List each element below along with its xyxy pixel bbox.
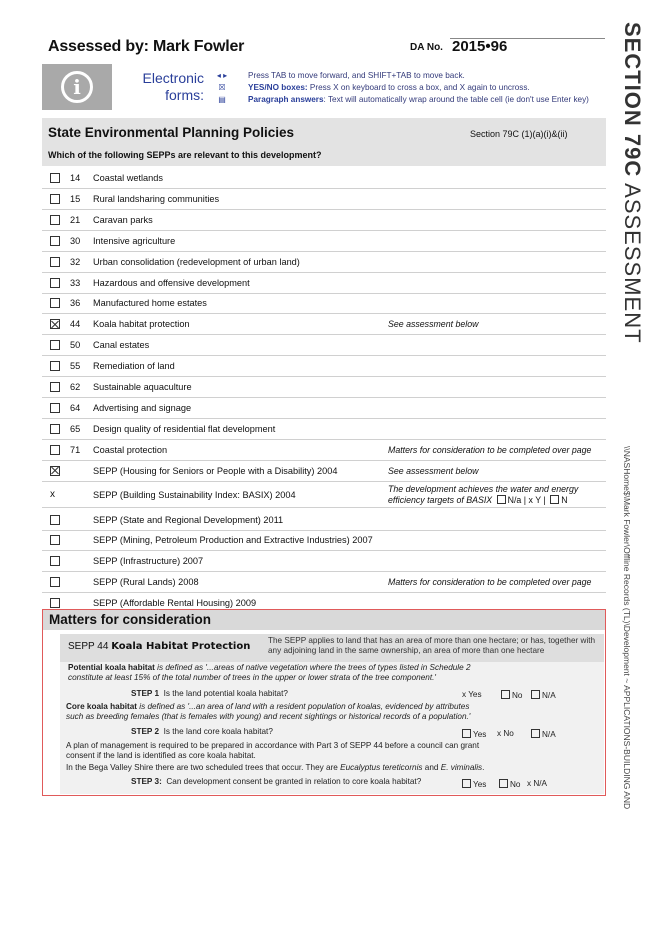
sepp-row-name: SEPP (Infrastructure) 2007	[93, 556, 204, 567]
sepp-row	[42, 252, 606, 273]
sepp-row	[42, 314, 606, 335]
sepp-row-checkbox[interactable]	[50, 515, 60, 525]
sepp-row	[42, 419, 606, 440]
sepp-row-number: 71	[70, 444, 81, 455]
sepp-row	[42, 482, 606, 508]
sepp-row-checkbox[interactable]	[50, 445, 60, 455]
sepp-row-name: Advertising and signage	[93, 402, 192, 413]
sepp-row-name: Urban consolidation (redevelopment of urban land)	[93, 256, 300, 267]
sepp-section-ref: Section 79C (1)(a)(i)&(ii)	[470, 129, 568, 139]
sepp-row-checkbox[interactable]	[50, 278, 60, 288]
step3: STEP 3: Can development consent be granted in relation to core koala habitat?	[131, 777, 422, 786]
sepp-title: State Environmental Planning Policies	[48, 125, 295, 140]
sepp-row-checkbox[interactable]	[50, 257, 60, 267]
basix-na-checkbox[interactable]	[497, 495, 506, 504]
sepp-row	[42, 510, 606, 531]
step1-na-checkbox[interactable]	[531, 690, 540, 699]
electronic-forms-title	[120, 70, 204, 104]
sepp-row-number: 44	[70, 319, 81, 330]
sepp-row-number: 55	[70, 361, 81, 372]
sepp-row-name: Rural landsharing communities	[93, 193, 220, 204]
sepp-row-name: SEPP (Housing for Seniors or People with a Disability) 2004	[93, 465, 338, 476]
sepp-row-checkbox[interactable]	[50, 340, 60, 350]
sepp-row-number: 21	[70, 214, 81, 225]
ef-title-line2: forms:	[165, 87, 204, 103]
step2-yes[interactable]: Yes	[460, 729, 486, 739]
sepp-row-name: Coastal protection	[93, 444, 168, 455]
basix-note-line2: efficiency targets of BASIX N/a | x Y | N	[388, 494, 568, 505]
step3-no[interactable]: No	[497, 779, 520, 789]
matters-title: Matters for consideration	[49, 612, 212, 627]
da-number-value[interactable]: 2015•96	[452, 38, 508, 55]
sepp-row-number: 32	[70, 256, 81, 267]
ef-title-line1: Electronic	[142, 70, 204, 86]
sepp-row-number: 33	[70, 277, 81, 288]
sepp-row-checkbox[interactable]	[50, 298, 60, 308]
step2-na-checkbox[interactable]	[531, 729, 540, 738]
koala-title: SEPP 44 Koala Habitat Protection	[68, 641, 251, 652]
ef-icons	[216, 70, 228, 106]
sepp-row	[42, 168, 606, 189]
basix-yes[interactable]: x Y	[528, 494, 542, 505]
sepp-row-note: Matters for consideration to be completed over page	[388, 444, 592, 455]
sepp-row-checkbox[interactable]	[50, 403, 60, 413]
basix-note-line1: The development achieves the water and energy	[388, 483, 579, 494]
ef-line3: Paragraph answers: Text will automatically wrap around the table cell (ie don't use Enter key)	[248, 95, 589, 104]
sepp-row-checkbox[interactable]	[50, 173, 60, 183]
basix-n-checkbox[interactable]	[550, 495, 559, 504]
sepp-row-number: 30	[70, 235, 81, 246]
sepp-row-number: 65	[70, 423, 81, 434]
sepp-row-name: SEPP (Affordable Rental Housing) 2009	[93, 598, 257, 609]
sepp-row-name: SEPP (Mining, Petroleum Production and Extractive Industries) 2007	[93, 535, 373, 546]
step1-no-checkbox[interactable]	[501, 690, 510, 699]
sepp-row	[42, 189, 606, 210]
sepp-row-checkbox[interactable]	[50, 319, 60, 329]
sepp-row-name: SEPP (Rural Lands) 2008	[93, 577, 199, 588]
koala-description: The SEPP applies to land that has an area of more than one hectare; or has, together with any adjoining land in the same ownership, an area of more than one hectare	[268, 636, 596, 655]
step2-no[interactable]: x No	[497, 729, 514, 738]
checkbox-icon: ☒	[218, 83, 226, 92]
sepp-row-checkbox[interactable]	[50, 577, 60, 587]
sepp-row-name: Canal estates	[93, 340, 150, 351]
sepp-row-checkbox[interactable]	[50, 556, 60, 566]
step1-no[interactable]: No	[499, 690, 522, 700]
sepp-row-name: Koala habitat protection	[93, 319, 190, 330]
sepp-row	[42, 231, 606, 252]
sepp-row-mark[interactable]: x	[50, 488, 55, 500]
sepp-row-name: Caravan parks	[93, 214, 153, 225]
sepp-row-number: 14	[70, 173, 81, 183]
da-number-label: DA No.	[410, 42, 443, 53]
sepp-row-name: Design quality of residential flat development	[93, 423, 276, 434]
sepp-row-note: See assessment below	[388, 319, 479, 330]
assessed-by: Assessed by: Mark Fowler	[48, 38, 245, 55]
sepp-row-note: See assessment below	[388, 465, 479, 476]
sepp-row-name: Sustainable aquaculture	[93, 382, 192, 392]
file-path-vertical: \\NASHome$\Mark Fowler\Offline Records (TL)\Development ~ APPLICATIONS-BUILDING AND	[622, 446, 632, 810]
sepp-row	[42, 293, 606, 314]
step3-yes-checkbox[interactable]	[462, 779, 471, 788]
info-icon: i	[61, 71, 93, 103]
sepp-row-name: Intensive agriculture	[93, 235, 176, 246]
sepp-row-checkbox[interactable]	[50, 466, 60, 476]
step2-yes-checkbox[interactable]	[462, 729, 471, 738]
ef-line1: Press TAB to move forward, and SHIFT+TAB to move back.	[248, 71, 465, 80]
sepp-row-note: Matters for consideration to be completed over page	[388, 577, 592, 588]
step3-no-checkbox[interactable]	[499, 779, 508, 788]
electronic-forms-instructions	[248, 70, 598, 106]
sepp-row-number: 62	[70, 382, 81, 392]
sepp-row	[42, 461, 606, 482]
sepp-row	[42, 551, 606, 572]
sepp-row-number: 36	[70, 298, 81, 309]
sepp-question: Which of the following SEPPs are relevant to this development?	[48, 150, 322, 160]
sepp-row-number: 15	[70, 193, 81, 204]
section-79c-vertical-title: SECTION 79C ASSESSMENT	[620, 22, 645, 344]
sepp-row-name: Manufactured home estates	[93, 298, 207, 309]
sepp-row-checkbox[interactable]	[50, 535, 60, 545]
sepp-row-checkbox[interactable]	[50, 361, 60, 371]
nav-arrows-icon: ◂ ▸	[216, 71, 228, 80]
sepp-row-checkbox[interactable]	[50, 424, 60, 434]
step1-yes[interactable]: x Yes	[462, 690, 482, 699]
ef-line2: YES/NO boxes: Press X on keyboard to cross a box, and X again to uncross.	[248, 83, 530, 92]
sepp-row-checkbox[interactable]	[50, 215, 60, 225]
step3-yes[interactable]: Yes	[460, 779, 486, 789]
sepp-row-number: 64	[70, 402, 81, 413]
potential-koala-definition: Potential koala habitat is defined as '...areas of native vegetation where the trees of types listed in Schedule 2 constitute at least 15% of the total number of trees in the upper or lower strata of the tree component.'	[68, 663, 471, 682]
sepp-row-name: SEPP (State and Regional Development) 2011	[93, 514, 284, 525]
sepp-row-name: Hazardous and offensive development	[93, 277, 250, 288]
step2-na[interactable]: N/A	[529, 729, 556, 739]
bega-valley-text: In the Bega Valley Shire there are two scheduled trees that occur. They are Eucalyptus tereticornis and E. viminalis.	[66, 763, 485, 772]
basix-note	[388, 484, 603, 506]
sepp-row-checkbox[interactable]	[50, 598, 60, 608]
sepp-row	[42, 273, 606, 294]
sepp-row-checkbox[interactable]	[50, 382, 60, 392]
sepp-row	[42, 530, 606, 551]
core-koala-definition: Core koala habitat is defined as '...an area of land with a resident population of koalas, evidenced by attributes such as breeding females (that is females with young) and recent sightings or historical records of a population.'	[66, 702, 471, 721]
plan-of-management-text: A plan of management is required to be prepared in accordance with Part 3 of SEPP 44 before a council can grant consent if the land is identified as core koala habitat.	[66, 741, 480, 760]
sepp-row	[42, 335, 606, 356]
sepp-row	[42, 210, 606, 231]
sepp-row-name: SEPP (Building Sustainability Index: BASIX) 2004	[93, 489, 296, 500]
step3-na[interactable]: x N/A	[527, 779, 548, 788]
sepp-row-checkbox[interactable]	[50, 194, 60, 204]
sepp-row	[42, 398, 606, 419]
sepp-row	[42, 440, 606, 461]
sepp-row	[42, 377, 606, 398]
sepp-row-number: 50	[70, 340, 81, 351]
step2: STEP 2 Is the land core koala habitat?	[131, 727, 273, 736]
paragraph-icon: ▤	[218, 95, 226, 104]
sepp-row	[42, 356, 606, 377]
sepp-row-name: Coastal wetlands	[93, 173, 163, 183]
step1-na[interactable]: N/A	[529, 690, 556, 700]
info-box	[42, 64, 112, 110]
step1: STEP 1 Is the land potential koala habitat?	[131, 689, 288, 698]
sepp-row-checkbox[interactable]	[50, 236, 60, 246]
sepp-row-name: Remediation of land	[93, 361, 175, 372]
sepp-row	[42, 572, 606, 593]
